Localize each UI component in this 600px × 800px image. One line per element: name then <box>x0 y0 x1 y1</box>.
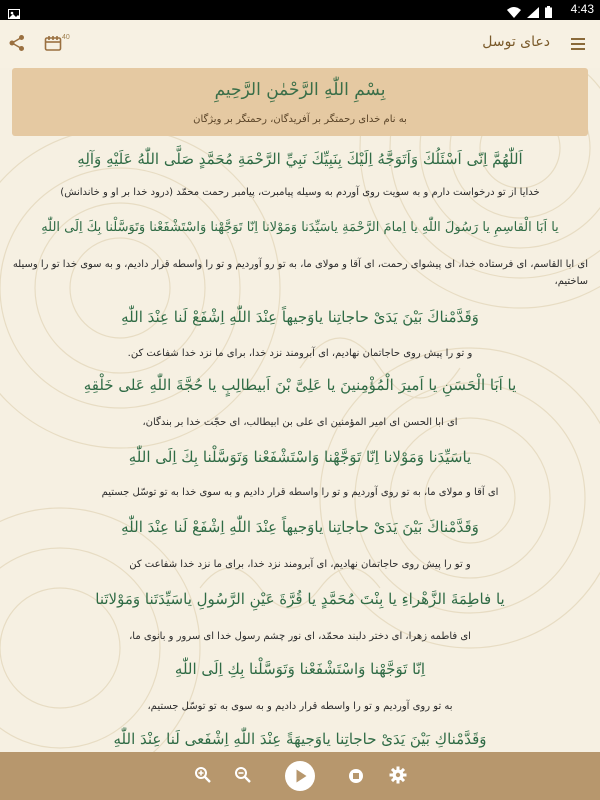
verse-arabic: وَقَدَّمْناكَ بَيْنَ يَدَىْ حاجاتِنا ياوَجيهاً عِنْدَ اللّٰهِ اِشْفَعْ لَنا عِنْدَ اللّٰهِ <box>121 518 479 536</box>
zoom-out-icon[interactable] <box>234 766 252 788</box>
verse-2-translation-block <box>10 256 590 290</box>
hamburger-menu-icon[interactable] <box>570 36 586 55</box>
verse-arabic: يا فاطِمَةَ الزَّهْراءِ يا بِنْتَ مُحَمَّدٍ يا قُرَّةَ عَيْنِ الرَّسُولِ ياسَيِّدَتَنا وَمَوْلاتَنا <box>95 590 505 608</box>
verse-translation: اى ابا القاسم، اى فرستاده خدا، اى پيشواى رحمت، اى آقا و مولاى ما، به تو رو آورديم و تو را واسطه قرار داديم، و به سوى خدا تو را وسيله ساختيم، <box>12 259 588 287</box>
verse-1-translation-block <box>10 184 590 201</box>
verse-arabic: وَقَدَّمْناكَ بَيْنَ يَدَىْ حاجاتِنا ياوَجيهاً عِنْدَ اللّٰهِ اِشْفَعْ لَنا عِنْدَ اللّٰهِ <box>121 308 479 326</box>
verse-translation: و تو را پيش روى حاجاتمان نهاديم، اى آبرومند نزد خدا، براى ما نزد خدا شفاعت كن <box>129 559 471 570</box>
verse-translation: اى ابا الحسن اى امير المؤمنين اى على بن ابيطالب، اى حجّت خدا بر بندگان، <box>142 417 458 428</box>
verse-arabic: ياسَيِّدَنا وَمَوْلانا اِنّا تَوَجَّهْنا وَاسْتَشْفَعْنا وَتَوَسَّلْنا بِكَ اِلَى اللّٰهِ <box>128 448 472 466</box>
share-icon[interactable] <box>8 34 26 56</box>
bismillah-arabic: بِسْمِ اللّٰهِ الرَّحْمٰنِ الرَّحِيمِ <box>214 80 386 100</box>
verse-4-translation-block <box>10 414 590 431</box>
app-bar <box>0 20 600 68</box>
verse-translation: و تو را پيش روى حاجاتمان نهاديم، اى آبرومند نزد خدا، براى ما نزد خدا شفاعت كن. <box>127 348 473 359</box>
verse-arabic: وَقَدَّمْناكِ بَيْنَ يَدَىْ حاجاتِنا ياوَجيهَةً عِنْدَ اللّٰهِ اِشْفَعى لَنا عِنْدَ اللّٰهِ <box>113 730 487 748</box>
play-icon <box>285 761 315 791</box>
calendar-badge: 40 <box>62 34 70 41</box>
settings-gear-icon[interactable] <box>389 766 407 788</box>
verse-translation: به تو روى آورديم و تو را واسطه قرار داديم و به سوى به تو توسّل جستيم، <box>147 701 453 712</box>
verse-7-translation-block <box>10 628 590 645</box>
verse-arabic: يا اَبَا الْحَسَنِ يا اَميرَ الْمُؤْمِنينَ يا عَلِىَّ بْنَ اَبيطالِبٍ يا حُجَّةَ اللّٰهِ عَلى خَلْقِهِ <box>83 376 517 394</box>
zoom-in-icon[interactable] <box>194 766 212 788</box>
status-bar <box>0 0 600 20</box>
verse-5 <box>10 448 590 466</box>
page-title: دعای توسل <box>482 34 550 50</box>
verse-3 <box>10 308 590 326</box>
verse-8 <box>10 660 590 678</box>
prayer-content[interactable] <box>0 68 600 752</box>
verse-7 <box>10 590 590 608</box>
status-time: 4:43 <box>570 2 594 16</box>
verse-arabic: اَللّٰهُمَّ اِنّى اَسْئَلُكَ وَاَتَوَجَّهُ اِلَيْكَ بِنَبِيِّكَ نَبِيِّ الرَّحْمَةِ مُحَمَّدٍ صَلَّى اللّٰهُ عَلَيْهِ وَآلِهِ <box>77 150 523 168</box>
verse-translation: خدايا از تو درخواست دارم و به سويت روى آوردم به وسيله پيامبرت، پيامبر رحمت محمّد (درود خدا بر او و خاندانش) <box>60 187 540 198</box>
verse-5-translation-block <box>10 484 590 501</box>
verse-arabic: يا اَبَا الْقاسِمِ يا رَسُولَ اللّٰهِ يا اِمامَ الرَّحْمَةِ ياسَيِّدَنا وَمَوْلانا اِنّا تَوَجَّهْنا وَاسْتَشْفَعْنا وَتَوَسَّلْنا بِكَ اِلَى اللّٰهِ <box>41 220 559 235</box>
verse-2 <box>10 220 590 235</box>
stop-icon[interactable] <box>348 768 364 788</box>
verse-1 <box>10 150 590 168</box>
verse-translation: اى آقا و مولاى ما، به تو روى آورديم و تو را واسطه قرار داديم و به سوى خدا به تو توسّل جستيم <box>101 487 499 498</box>
verse-9 <box>10 730 590 748</box>
play-button[interactable] <box>285 761 315 791</box>
bismillah-translation: به نام خداى رحمتگر بر آفريدگان، رحمتگر بر ويژگان <box>193 114 407 125</box>
verse-3-translation-block <box>10 345 590 362</box>
verse-translation: اى فاطمه زهرا، اى دختر دلبند محمّد، اى نور چشم رسول خدا اى سرور و بانوى ما، <box>129 631 471 642</box>
verse-6-translation-block <box>10 556 590 573</box>
bismillah-card <box>12 68 588 136</box>
verse-8-translation-block <box>10 698 590 715</box>
verse-6 <box>10 518 590 536</box>
verse-arabic: اِنّا تَوَجَّهْنا وَاسْتَشْفَعْنا وَتَوَسَّلْنا بِكِ اِلَى اللّٰهِ <box>174 660 426 678</box>
verse-4 <box>10 376 590 394</box>
calendar-icon[interactable] <box>44 34 62 56</box>
player-toolbar <box>0 752 600 800</box>
